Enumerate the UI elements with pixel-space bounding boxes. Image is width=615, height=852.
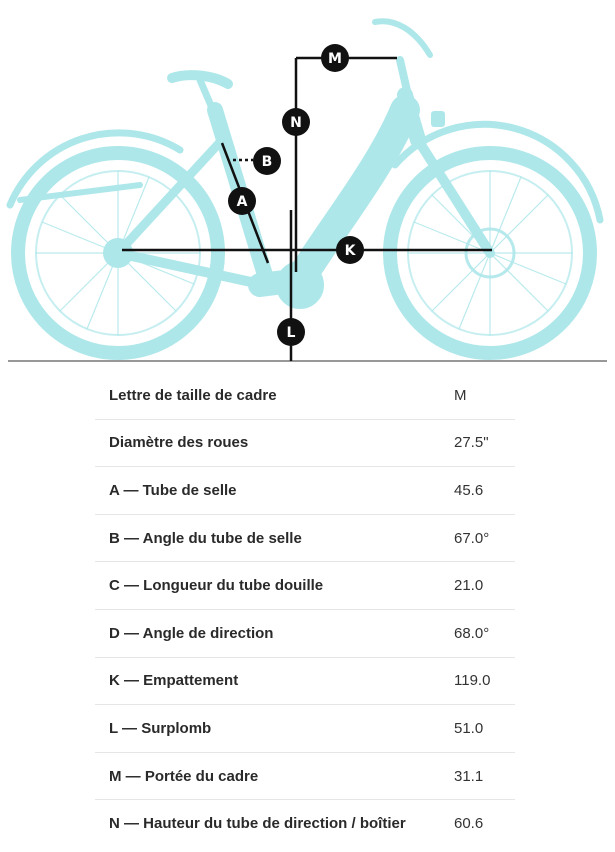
- spec-row: [95, 800, 515, 847]
- svg-text:B: B: [261, 154, 273, 170]
- spec-row: [95, 657, 515, 705]
- marker-b: [253, 147, 281, 175]
- spec-row: [95, 562, 515, 610]
- spec-label: Lettre de taille de cadre: [95, 372, 454, 419]
- bike-geometry-diagram: [0, 0, 615, 366]
- spec-label: Diamètre des roues: [95, 419, 454, 467]
- spec-value: 67.0°: [454, 514, 515, 562]
- spec-row: [95, 609, 515, 657]
- spec-row: [95, 419, 515, 467]
- svg-text:M: M: [328, 51, 342, 67]
- spec-value: 31.1: [454, 752, 515, 800]
- svg-text:N: N: [290, 115, 302, 131]
- marker-k: [336, 236, 364, 264]
- spec-label: C — Longueur du tube douille: [95, 562, 454, 610]
- svg-text:K: K: [344, 243, 356, 259]
- spec-label: M — Portée du cadre: [95, 752, 454, 800]
- spec-row: [95, 467, 515, 515]
- geometry-spec-table: [95, 372, 515, 847]
- bike-geometry-svg: [0, 0, 615, 366]
- spec-value: 60.6: [454, 815, 484, 833]
- spec-value: 45.6: [454, 467, 515, 515]
- spec-table-body: [95, 372, 515, 847]
- spec-label: L — Surplomb: [95, 705, 454, 753]
- spec-value: M: [454, 372, 515, 419]
- spec-row: [95, 514, 515, 562]
- spec-value: 27.5": [454, 419, 515, 467]
- spec-label: A — Tube de selle: [95, 467, 454, 515]
- marker-m: [321, 44, 349, 72]
- bike-silhouette: [10, 21, 600, 353]
- spec-value: 21.0: [454, 562, 515, 610]
- spec-label: K — Empattement: [95, 657, 454, 705]
- spec-value: 51.0: [454, 705, 515, 753]
- spec-row: [95, 372, 515, 419]
- marker-l: [277, 318, 305, 346]
- spec-label: B — Angle du tube de selle: [95, 514, 454, 562]
- spec-label: D — Angle de direction: [95, 609, 454, 657]
- marker-a: [228, 187, 256, 215]
- svg-text:L: L: [286, 325, 296, 341]
- svg-text:A: A: [236, 194, 248, 210]
- spec-label: N — Hauteur du tube de direction / boîtier: [109, 815, 406, 833]
- marker-n: [282, 108, 310, 136]
- spec-row: [95, 752, 515, 800]
- spec-value: 68.0°: [454, 609, 515, 657]
- spec-row: [95, 705, 515, 753]
- spec-value: 119.0: [454, 657, 515, 705]
